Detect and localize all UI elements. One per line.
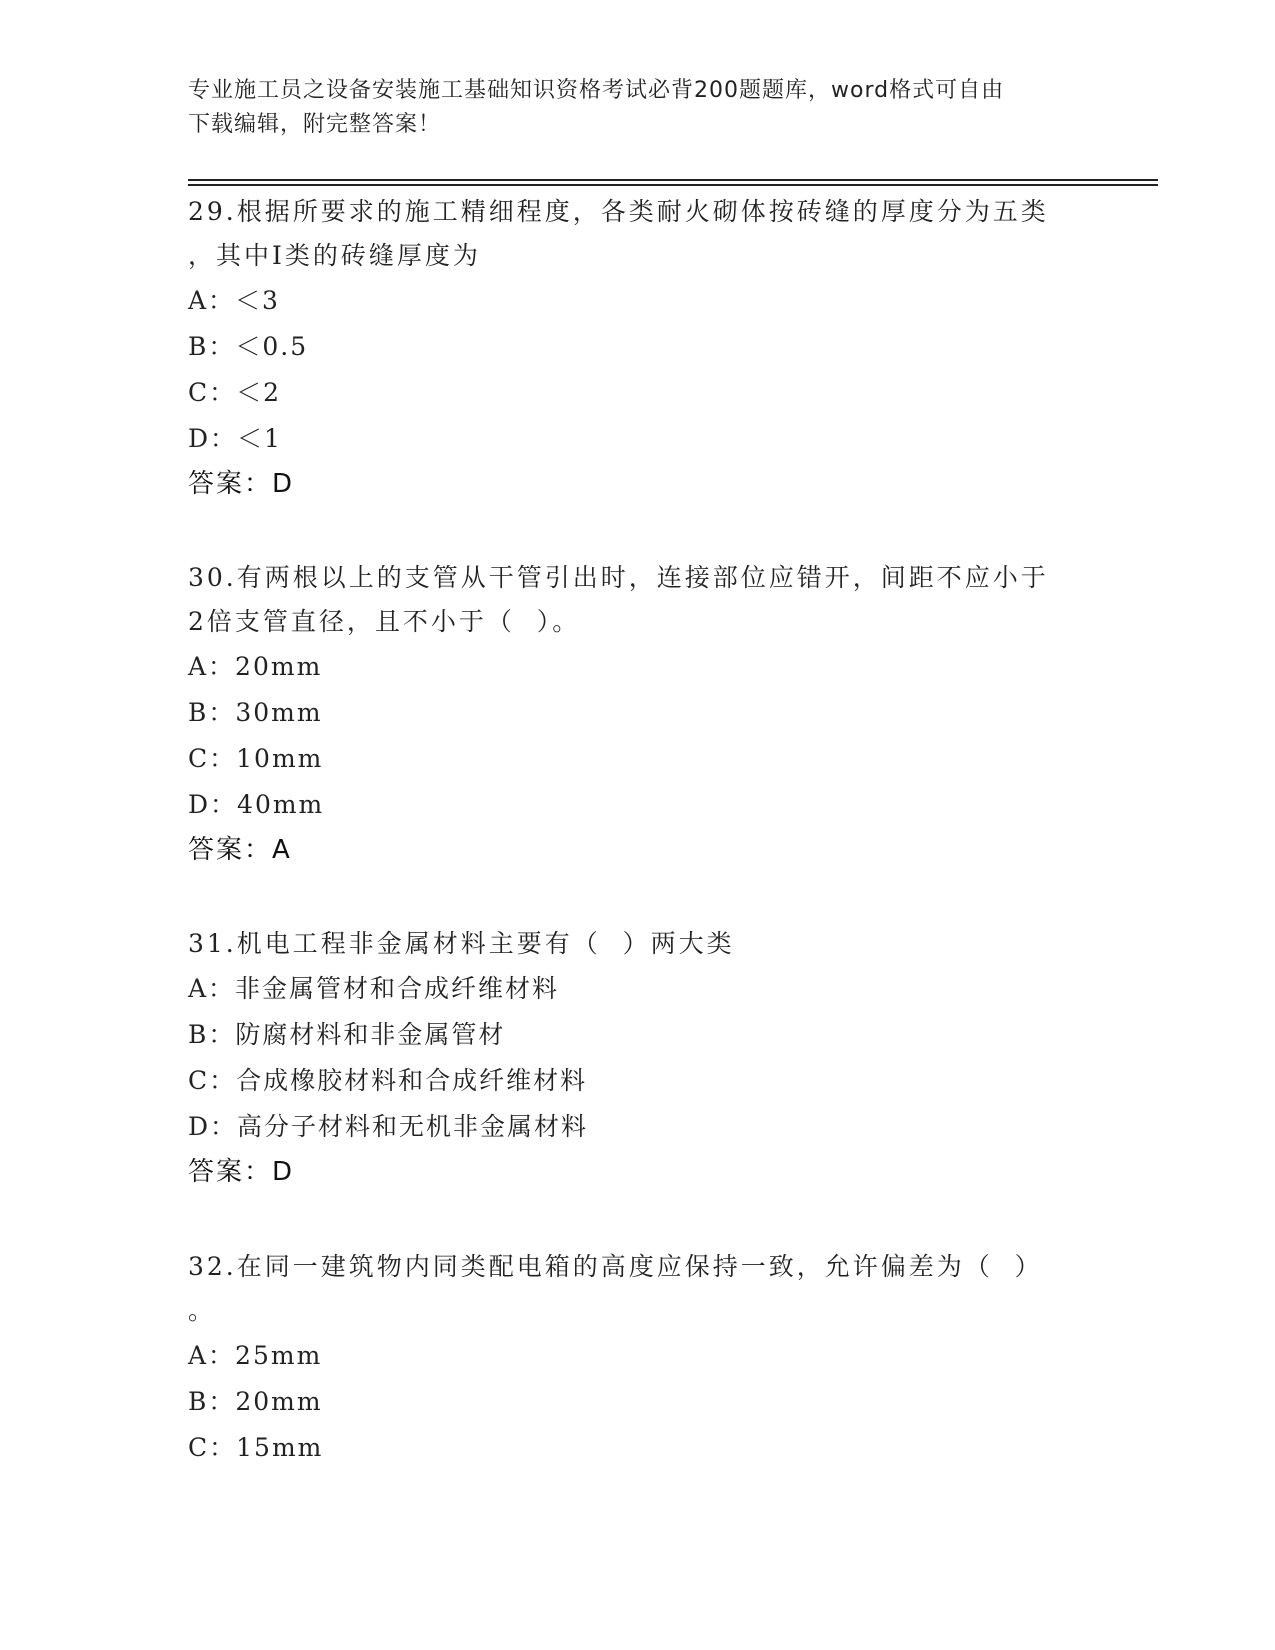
question-stem-line: 。: [188, 1296, 217, 1325]
option-a: A：20mm: [188, 652, 323, 681]
question-30: [188, 556, 1088, 872]
header-divider-bottom: [188, 184, 1158, 186]
question-stem-line: 29.根据所要求的施工精细程度，各类耐火砌体按砖缝的厚度分为五类: [188, 197, 1049, 226]
option-c: C：＜2: [188, 378, 282, 407]
option-d: D：40mm: [188, 790, 325, 819]
question-31: [188, 922, 1088, 1194]
option-d: D：＜1: [188, 424, 282, 453]
option-a: A：＜3: [188, 286, 280, 315]
question-stem-line: 32.在同一建筑物内同类配电箱的高度应保持一致，允许偏差为（ ）: [188, 1252, 1043, 1281]
question-stem-line: 31.机电工程非金属材料主要有（ ）两大类: [188, 929, 735, 958]
answer-label: 答案：A: [188, 835, 292, 865]
question-32: [188, 1245, 1088, 1471]
question-29: [188, 190, 1088, 506]
document-header: [188, 74, 1088, 142]
question-stem-line: ，其中Ⅰ类的砖缝厚度为: [188, 241, 481, 270]
option-b: B：＜0.5: [188, 332, 309, 361]
option-c: C：15mm: [188, 1433, 324, 1462]
answer-label: 答案：D: [188, 469, 295, 499]
option-b: B：20mm: [188, 1387, 323, 1416]
option-b: B：30mm: [188, 698, 323, 727]
option-b: B：防腐材料和非金属管材: [188, 1020, 506, 1049]
question-stem-line: 2倍支管直径，且不小于（ ）。: [188, 607, 581, 636]
header-divider-top: [188, 179, 1158, 181]
header-line-1: 专业施工员之设备安装施工基础知识资格考试必背200题题库，word格式可自由: [188, 78, 1005, 103]
header-line-2: 下载编辑，附完整答案！: [188, 112, 442, 137]
option-c: C：合成橡胶材料和合成纤维材料: [188, 1066, 588, 1095]
question-stem-line: 30.有两根以上的支管从干管引出时，连接部位应错开，间距不应小于: [188, 563, 1049, 592]
option-d: D：高分子材料和无机非金属材料: [188, 1112, 589, 1141]
answer-label: 答案：D: [188, 1157, 295, 1187]
option-c: C：10mm: [188, 744, 324, 773]
option-a: A：非金属管材和合成纤维材料: [188, 974, 560, 1003]
option-a: A：25mm: [188, 1341, 323, 1370]
